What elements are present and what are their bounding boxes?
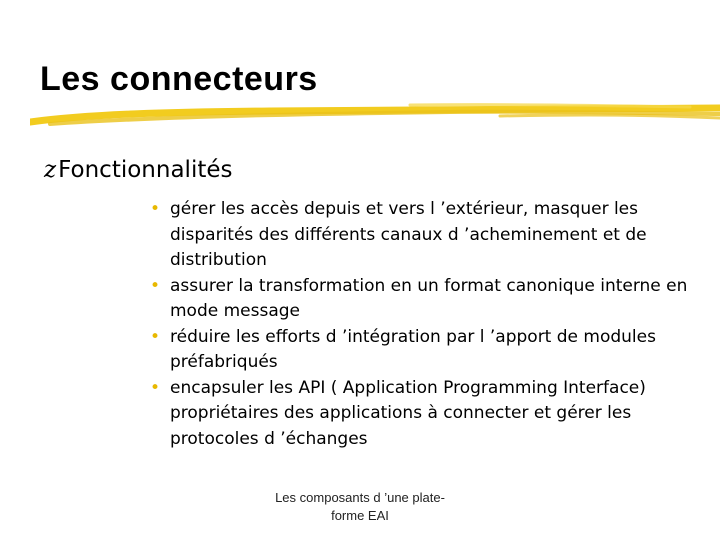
title-underline-brushstroke: [30, 100, 720, 130]
slide-title: Les connecteurs: [40, 60, 318, 98]
bullet-item: [150, 376, 690, 453]
bullet-dot-icon: •: [150, 326, 161, 347]
footer-line-1: Les composants d ’une plate-: [275, 490, 445, 505]
bullet-item: [150, 325, 690, 376]
footer-line-2: forme EAI: [331, 508, 389, 523]
bullet-list: [150, 197, 690, 452]
bullet-item: [150, 197, 690, 274]
bullet-dot-icon: •: [150, 199, 161, 219]
bullet-text: encapsuler les API ( Application Programming Interface) propriétaires des applications à connecter et gérer les protocoles d ’échanges: [170, 377, 646, 449]
section-heading-label: Fonctionnalités: [58, 157, 233, 183]
section-heading: [44, 157, 233, 183]
bullet-item: [150, 274, 690, 325]
bullet-text: assurer la transformation en un format canonique interne en mode message: [170, 275, 688, 321]
bullet-dot-icon: •: [150, 275, 161, 296]
z-bullet-icon: z: [44, 157, 57, 183]
slide-footer: [255, 489, 465, 525]
bullet-dot-icon: •: [150, 377, 161, 398]
bullet-text: gérer les accès depuis et vers l ’extérieur, masquer les disparités des différents canaux d ’acheminement et de distribution: [170, 199, 647, 270]
bullet-text: réduire les efforts d ’intégration par l ’apport de modules préfabriqués: [170, 326, 656, 372]
